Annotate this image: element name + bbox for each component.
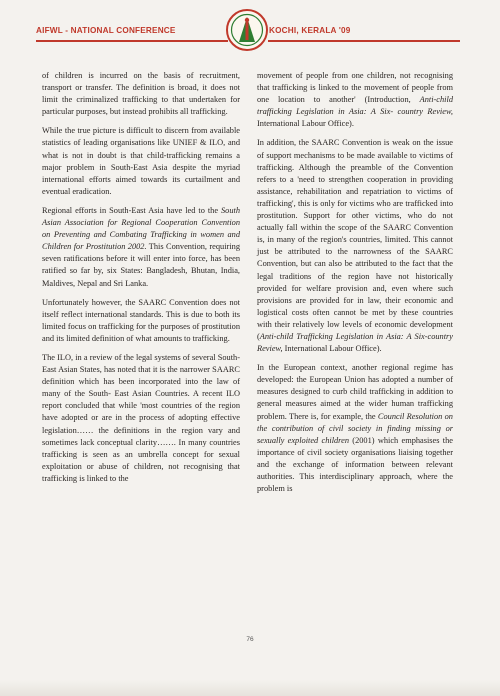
- paragraph-text: Regional efforts in South-East Asia have led to the: [42, 205, 221, 215]
- paragraph: [257, 137, 453, 355]
- paragraph-text: movement of people from one children, not recognising that trafficking is linked to the movement of people from one location to another' (Introduction,: [257, 71, 453, 105]
- citation-title: Council Resolution on the contribution of civil society in finding missing or sexually exploited children: [257, 411, 453, 445]
- page-header: [0, 0, 500, 58]
- paragraph-text: In the European context, another regional regime has developed: the European Union has adopted a number of measures designed to curb child trafficking in addition to general measures aimed at the wider human trafficking problem. There is, for example, the: [257, 363, 453, 421]
- paragraph: While the true picture is difficult to discern from available statistics of leading organisations like UNIEF & ILO, and what is not in doubt is that child-trafficking remains a major problem in South-East Asia despite the myriad international efforts aimed towards its curtailment and eventual eradication.: [42, 126, 240, 196]
- conference-title: AIFWL - NATIONAL CONFERENCE: [36, 26, 176, 35]
- paragraph: [257, 362, 453, 495]
- header-rule-right: [268, 40, 460, 42]
- citation-title: Anti-child Trafficking Legislation in Asia: A Six-country Review,: [257, 331, 453, 354]
- page-number: 76: [246, 636, 254, 643]
- citation-title: South Asian Association for Regional Cooperation Convention on Preventing and Combating Trafficking in women and Children for Prostitution 2002.: [42, 205, 240, 252]
- paragraph-text: International Labour Office).: [282, 344, 382, 354]
- paragraph-text: In addition, the SAARC Convention is weak on the issue of support mechanisms to be made available to victims of trafficking. Although the preamble of the Convention refers to a 'need to strengthen cooperation in providing assistance, rehabilitation and repatriation to victims of trafficking', this is only for victims who are trafficked into prostitution. Support for other victims, who do not actually fall within the scope of the SAARC Convention is, in many of the region's countries, limited. This cannot just be attributed to the narrowness of the SAARC Convention, but can also be attributed to the fact that the legal traditions of the region have not historically provided for welfare provision and, even where such provisions are provided for in law, their economic and logistical costs often cannot be met by these countries with their relatively low levels of economic development (: [257, 138, 453, 341]
- paragraph: [42, 205, 240, 290]
- header-rule-left: [36, 40, 228, 42]
- paragraph: of children is incurred on the basis of recruitment, transport or transfer. The definition is broad, it does not limit the criminalized trafficking to that undertaken for particular purposes, but instead prohibits all trafficking.: [42, 71, 240, 117]
- right-column: [257, 70, 453, 502]
- conference-location: KOCHI, KERALA '09: [269, 26, 351, 35]
- paragraph: [257, 70, 453, 130]
- paragraph-text: (2001) which emphasises the importance of civil society organisations liaising together and the exchange of information between relevant authorities. This interdisciplinary approach, where the problem is: [257, 435, 453, 494]
- left-column: [42, 70, 240, 492]
- paragraph: The ILO, in a review of the legal systems of several South-East Asian States, has noted that it is the narrower SAARC definition which has been incorporated into the law of many of the South- East Asian Countries. A recent ILO report concluded that while 'most countries of the region have adopted or are in the process of adopting effective legislation…… the definitions in the region vary and sometimes lack conceptual clarity……. In many countries trafficking is seen as an umbrella concept for sexual exploitation or abuse of children, not recognising that trafficking is linked to the: [42, 352, 240, 483]
- paragraph-text: This Convention, requiring seven ratifications before it will enter into force, has been ratified so far by, six States: Bangladesh, Bhutan, India, Maldives, Nepal and Sri Lanka.: [42, 242, 240, 288]
- paragraph-text: International Labour Office).: [257, 119, 354, 129]
- citation-title: Anti-child trafficking Legislation in Asia: A Six- country Review,: [257, 95, 453, 117]
- page-bottom-edge: [0, 680, 500, 696]
- conference-emblem-icon: [225, 8, 269, 52]
- paragraph: Unfortunately however, the SAARC Convention does not itself reflect international standards. This is due to both its limited focus on trafficking for the purposes of prostitution and its limited definition of what amounts to trafficking.: [42, 297, 240, 343]
